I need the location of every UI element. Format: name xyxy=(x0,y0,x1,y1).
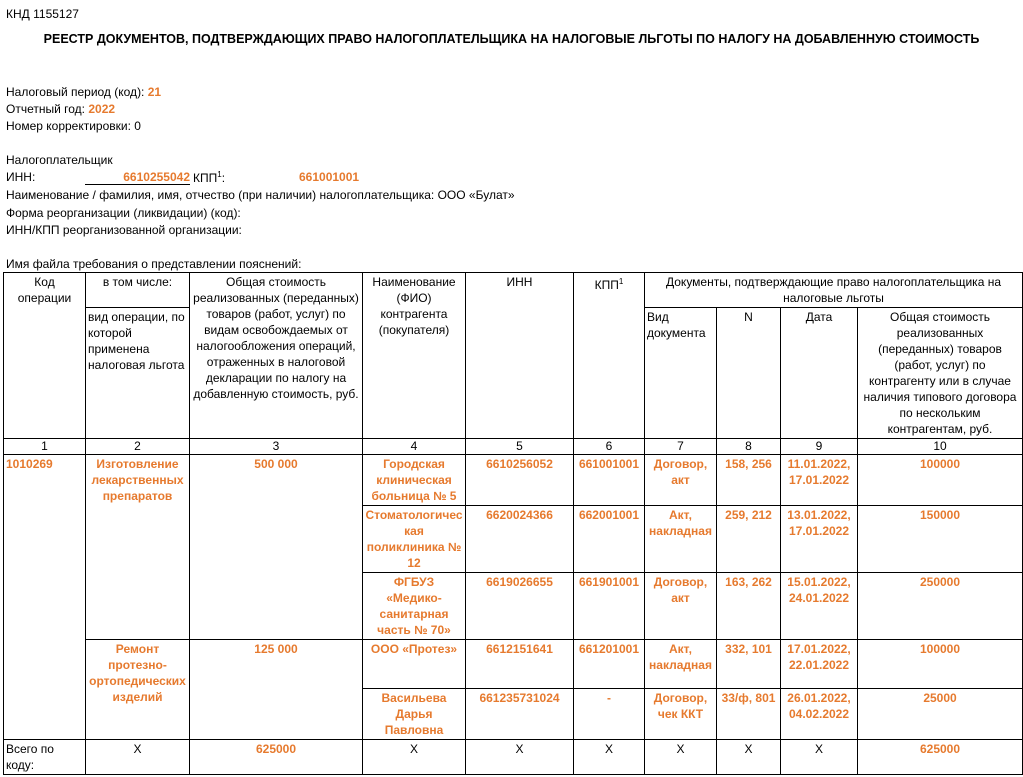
total-x: X xyxy=(86,740,190,775)
header-kpp-text: КПП xyxy=(594,278,619,292)
total-x: X xyxy=(781,740,858,775)
col-number: 9 xyxy=(781,439,858,455)
counterparty-inn: 661235731024 xyxy=(466,689,574,740)
operation-total: 125 000 xyxy=(190,640,363,740)
document-number: 163, 262 xyxy=(717,573,781,640)
document-date: 15.01.2022, 24.01.2022 xyxy=(781,573,858,640)
counterparty-name: Городская клиническая больница № 5 xyxy=(363,455,466,506)
col-number: 6 xyxy=(574,439,645,455)
document-number: 259, 212 xyxy=(717,506,781,573)
document-title: РЕЕСТР ДОКУМЕНТОВ, ПОДТВЕРЖДАЮЩИХ ПРАВО НАЛОГОПЛАТЕЛЬЩИКА НА НАЛОГОВЫЕ ЛЬГОТЫ ПО НАЛОГУ НА ДОБАВЛЕННУЮ СТОИМОСТЬ xyxy=(43,32,980,46)
header-doc-type: Вид документа xyxy=(645,308,717,439)
kpp-colon: : xyxy=(221,171,226,185)
col-number: 8 xyxy=(717,439,781,455)
col-number: 5 xyxy=(466,439,574,455)
correction-number: Номер корректировки: 0 xyxy=(6,119,141,133)
operation-type: Изготовление лекарственных препаратов xyxy=(86,455,190,640)
tax-period-value: 21 xyxy=(147,85,162,99)
header-doc-sum: Общая стоимость реализованных (переданных) товаров (работ, услуг) по контрагенту или в случае наличия типового договора по нескольким контрагентам, руб. xyxy=(858,308,1023,439)
document-type: Договор, акт xyxy=(645,455,717,506)
document-sum: 100000 xyxy=(858,455,1023,506)
header-row-1 xyxy=(4,273,1023,308)
total-operations-sum: 625000 xyxy=(190,740,363,775)
col-number: 4 xyxy=(363,439,466,455)
file-name-label: Имя файла требования о представлении пояснений: xyxy=(6,257,302,271)
header-incl: в том числе: xyxy=(86,273,190,308)
col-number: 7 xyxy=(645,439,717,455)
header-inn: ИНН xyxy=(466,273,574,439)
reorg-form: Форма реорганизации (ликвидации) (код): xyxy=(6,206,241,220)
counterparty-inn: 6619026655 xyxy=(466,573,574,640)
document-sum: 250000 xyxy=(858,573,1023,640)
inn-value-wrap xyxy=(85,170,190,185)
report-year-value: 2022 xyxy=(88,102,116,116)
counterparty-kpp: 661901001 xyxy=(574,573,645,640)
total-x: X xyxy=(574,740,645,775)
counterparty-name: Стоматологическая поликлиника № 12 xyxy=(363,506,466,573)
total-x: X xyxy=(717,740,781,775)
document-date: 26.01.2022, 04.02.2022 xyxy=(781,689,858,740)
document-sum: 25000 xyxy=(858,689,1023,740)
table-row xyxy=(4,455,1023,506)
header-docs: Документы, подтверждающие право налогоплательщика на налоговые льготы xyxy=(645,273,1023,308)
counterparty-name: ФГБУЗ «Медико-санитарная часть № 70» xyxy=(363,573,466,640)
document-type: Договор, акт xyxy=(645,573,717,640)
counterparty-kpp: 662001001 xyxy=(574,506,645,573)
knd-code: КНД 1155127 xyxy=(6,7,79,21)
kpp-footnote: 1 xyxy=(217,170,222,179)
header-incl-sub: вид операции, по которой применена налоговая льгота xyxy=(86,308,190,439)
operation-total: 500 000 xyxy=(190,455,363,640)
header-doc-date: Дата xyxy=(781,308,858,439)
counterparty-name: Васильева Дарья Павловна xyxy=(363,689,466,740)
table-row xyxy=(4,640,1023,689)
header-name: Наименование (ФИО) контрагента (покупателя) xyxy=(363,273,466,439)
document-type: Акт, накладная xyxy=(645,640,717,689)
total-x: X xyxy=(645,740,717,775)
report-year-label: Отчетный год: xyxy=(6,102,86,116)
col-number: 10 xyxy=(858,439,1023,455)
document-date: 17.01.2022, 22.01.2022 xyxy=(781,640,858,689)
counterparty-name: ООО «Протез» xyxy=(363,640,466,689)
total-label: Всего по коду: xyxy=(4,740,86,775)
register-table xyxy=(3,272,1023,775)
total-documents-sum: 625000 xyxy=(858,740,1023,775)
kpp-label xyxy=(193,170,225,185)
header-total: Общая стоимость реализованных (переданных) товаров (работ, услуг) по видам освобождаемых от налогообложения операций, отраженных в налоговой декларации по налогу на добавленную стоимость, руб. xyxy=(190,273,363,439)
total-x: X xyxy=(466,740,574,775)
counterparty-inn: 6620024366 xyxy=(466,506,574,573)
col-number: 2 xyxy=(86,439,190,455)
document-number: 33/ф, 801 xyxy=(717,689,781,740)
counterparty-inn: 6612151641 xyxy=(466,640,574,689)
header-kpp xyxy=(574,273,645,439)
tax-period xyxy=(6,85,161,99)
operation-code: 1010269 xyxy=(4,455,86,740)
total-x: X xyxy=(363,740,466,775)
col-number: 1 xyxy=(4,439,86,455)
kpp-label-text: КПП xyxy=(193,171,218,185)
counterparty-kpp: 661001001 xyxy=(574,455,645,506)
header-doc-n: N xyxy=(717,308,781,439)
document-number: 158, 256 xyxy=(717,455,781,506)
column-numbers-row xyxy=(4,439,1023,455)
kpp-value: 661001001 xyxy=(299,170,360,184)
header-kpp-footnote: 1 xyxy=(618,277,624,286)
document-type: Договор, чек ККТ xyxy=(645,689,717,740)
operation-type: Ремонт протезно-ортопедических изделий xyxy=(86,640,190,740)
tax-period-label: Налоговый период (код): xyxy=(6,85,145,99)
document-sum: 100000 xyxy=(858,640,1023,689)
col-number: 3 xyxy=(190,439,363,455)
document-sum: 150000 xyxy=(858,506,1023,573)
taxpayer-label: Налогоплательщик xyxy=(6,153,113,167)
report-year xyxy=(6,102,115,116)
document-date: 13.01.2022, 17.01.2022 xyxy=(781,506,858,573)
inn-value: 6610255042 xyxy=(85,170,190,185)
reorg-inn: ИНН/КПП реорганизованной организации: xyxy=(6,223,242,237)
inn-label: ИНН: xyxy=(6,170,36,184)
document-number: 332, 101 xyxy=(717,640,781,689)
total-row xyxy=(4,740,1023,775)
header-code: Код операции xyxy=(4,273,86,439)
document-date: 11.01.2022, 17.01.2022 xyxy=(781,455,858,506)
counterparty-inn: 6610256052 xyxy=(466,455,574,506)
counterparty-kpp: 661201001 xyxy=(574,640,645,689)
counterparty-kpp: - xyxy=(574,689,645,740)
document-type: Акт, накладная xyxy=(645,506,717,573)
taxpayer-name: Наименование / фамилия, имя, отчество (при наличии) налогоплательщика: ООО «Булат» xyxy=(6,188,515,202)
